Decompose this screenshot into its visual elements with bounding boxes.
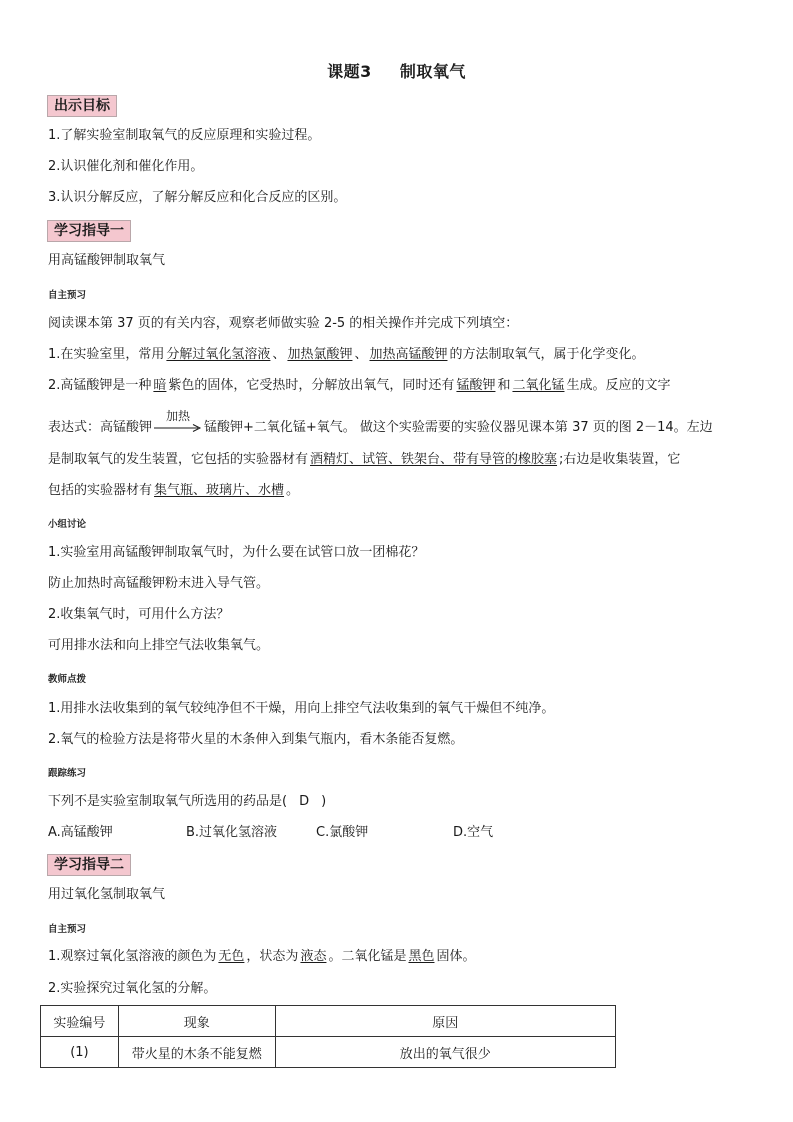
table-header: 现象 — [118, 1006, 275, 1037]
table-header: 实验编号 — [41, 1006, 119, 1037]
answer-blank: 液态 — [300, 949, 327, 964]
table-header: 原因 — [275, 1006, 615, 1037]
discussion-answer-2: 可用排水法和向上排空气法收集氧气。 — [48, 638, 270, 653]
answer-blank: 无色 — [218, 949, 245, 964]
option-a: A.高锰酸钾 — [48, 825, 113, 840]
answer-blank: 集气瓶、玻璃片、水槽 — [154, 483, 285, 498]
table-cell: 带火星的木条不能复燃 — [118, 1037, 275, 1068]
sub-heading-discussion: 小组讨论 — [48, 519, 87, 530]
answer-blank: 二氧化锰 — [512, 378, 565, 393]
goal-2: 2.认识催化剂和催化作用。 — [48, 159, 204, 174]
goal-3: 3.认识分解反应，了解分解反应和化合反应的区别。 — [48, 190, 347, 205]
lesson-number: 课题3 — [327, 62, 372, 81]
answer-blank: 分解过氧化氢溶液 — [166, 347, 271, 362]
goal-1: 1.了解实验室制取氧气的反应原理和实验过程。 — [48, 128, 321, 143]
teacher-tip-2: 2.氧气的检验方法是将带火星的木条伸入到集气瓶内，看木条能否复燃。 — [48, 732, 464, 747]
fill-line-2: 2.高锰酸钾是一种 暗 紫色的固体，它受热时，分解放出氧气，同时还有 锰酸钾 和 二氧化锰 生成。反应的文字 — [48, 378, 671, 393]
discussion-question-2: 2.收集氧气时，可用什么方法？ — [48, 607, 230, 622]
table-header-row — [41, 1006, 616, 1037]
reaction-arrow — [154, 408, 202, 435]
answer-blank: 黑色 — [408, 949, 435, 964]
answer-blank: 加热高锰酸钾 — [369, 347, 448, 362]
explore-line: 2.实验探究过氧化氢的分解。 — [48, 981, 217, 996]
teacher-tip-1: 1.用排水法收集到的氧气较纯净但不干燥，用向上排空气法收集到的氧气干燥但不纯净。 — [48, 701, 555, 716]
answer-blank: 暗 — [153, 378, 167, 393]
section-guide1-heading: 学习指导一 — [47, 220, 131, 242]
experiment-table — [40, 1005, 616, 1068]
exercise-answer: D — [299, 794, 310, 809]
fill-line-5: 包括的实验器材有 集气瓶、玻璃片、水槽 。 — [48, 483, 300, 498]
guide1-topic: 用高锰酸钾制取氧气 — [48, 253, 166, 268]
answer-blank: 锰酸钾 — [456, 378, 496, 393]
observation-line: 1.观察过氧化氢溶液的颜色为 无色 ，状态为 液态 。二氧化锰是 黑色 固体。 — [48, 949, 476, 964]
page-title — [0, 59, 793, 82]
table-row — [41, 1037, 616, 1068]
discussion-question-1: 1.实验室用高锰酸钾制取氧气时，为什么要在试管口放一团棉花？ — [48, 545, 425, 560]
fill-line-4: 是制取氧气的发生装置，它包括的实验器材有 酒精灯、试管、铁架台、带有导管的橡胶塞 ;右边是收集装置，它 — [48, 452, 681, 467]
sub-heading-teacher-tips: 教师点拨 — [48, 674, 87, 685]
section-goals-heading: 出示目标 — [47, 95, 117, 117]
arrow-icon — [154, 423, 202, 433]
exercise-stem: 下列不是实验室制取氧气所选用的药品是( D ) — [48, 794, 327, 809]
answer-blank: 加热氯酸钾 — [287, 347, 353, 362]
table-cell: 放出的氧气很少 — [275, 1037, 615, 1068]
sub-heading-practice: 跟踪练习 — [48, 768, 87, 779]
option-c: C.氯酸钾 — [316, 825, 369, 840]
sub-heading-self-study-1: 自主预习 — [48, 290, 87, 301]
lesson-name: 制取氧气 — [399, 62, 466, 81]
discussion-answer-1: 防止加热时高锰酸钾粉末进入导气管。 — [48, 576, 270, 591]
section-guide2-heading: 学习指导二 — [47, 854, 131, 876]
option-b: B.过氧化氢溶液 — [186, 825, 278, 840]
word-equation-line: 表达式：高锰酸钾 加热 锰酸钾+二氧化锰+氧气。 做这个实验需要的实验仪器见课本第 37 页的图 2－14。左边 — [48, 408, 713, 435]
guide2-topic: 用过氧化氢制取氧气 — [48, 887, 166, 902]
answer-blank: 酒精灯、试管、铁架台、带有导管的橡胶塞 — [310, 452, 558, 467]
fill-line-1: 1.在实验室里，常用 分解过氧化氢溶液 、 加热氯酸钾 、 加热高锰酸钾 的方法制取氧气，属于化学变化。 — [48, 347, 645, 362]
table-cell: (1) — [41, 1037, 119, 1068]
option-d: D.空气 — [453, 825, 494, 840]
reading-instruction: 阅读课本第 37 页的有关内容，观察老师做实验 2-5 的相关操作并完成下列填空： — [48, 316, 519, 331]
sub-heading-self-study-2: 自主预习 — [48, 924, 87, 935]
reaction-condition: 加热 — [166, 408, 191, 423]
